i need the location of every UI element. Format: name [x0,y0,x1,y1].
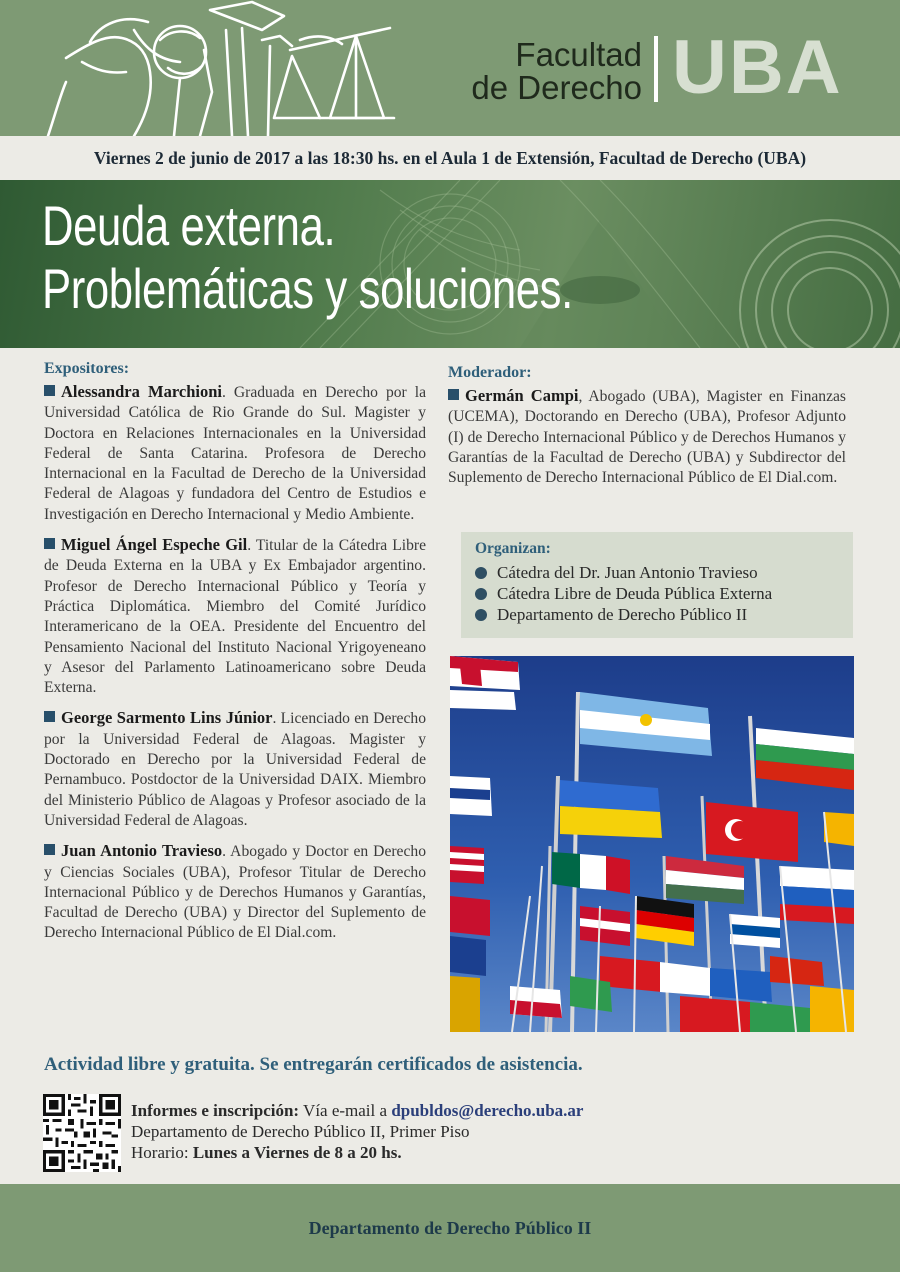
square-bullet-icon [44,711,55,722]
qr-code-icon [42,1094,122,1172]
faculty-line-2: de Derecho [471,69,642,106]
hours-value: Lunes a Viernes de 8 a 20 hs. [192,1143,402,1162]
hours-label: Horario: [131,1143,193,1162]
organizer-item [475,604,839,625]
event-date: Viernes 2 de junio de 2017 a las 18:30 hs. en el Aula 1 de Extensión, Facultad de Derecho (UBA) [0,136,900,180]
hours-line [131,1142,583,1163]
circle-bullet-icon [475,588,487,600]
speaker-entry [44,708,426,831]
footer-department: Departamento de Derecho Público II [308,1217,592,1238]
speaker-entry [44,535,426,698]
speakers-section [44,360,426,954]
square-bullet-icon [44,385,55,396]
registration-line [131,1100,583,1121]
organizer-text: Departamento de Derecho Público II [497,605,748,624]
square-bullet-icon [44,538,55,549]
organizers-box [461,532,853,638]
event-title [42,194,573,320]
lady-justice-scales-icon [30,0,400,136]
speaker-bio: . Graduada en Derecho por la Universidad Católica de Rio Grande do Sul. Magister y Doctora en Relaciones Internacionales en la Universidad Federal de Santa Catarina. Profesora de Derecho Internacional en la Facultad de Derecho de la Universidad Federal de Alagoas y fundadora del Centro de Estudios e Investigación en Derecho Internacional y Medio Ambiente. [44,384,426,523]
speaker-name: Miguel Ángel Espeche Gil [61,535,248,555]
free-activity-notice: Actividad libre y gratuita. Se entregarán certificados de asistencia. [44,1054,583,1075]
speaker-bio: . Titular de la Cátedra Libre de Deuda Externa en la UBA y Ex Embajador argentino. Profesor de Derecho Internacional Público y Teoría y Práctica Diplomática. Miembro del Comité Jurídico Interamericano de la OEA. Presidente del Encuentro del Pensamiento Nacional del Instituto Nacional Yrigoyeneano y Asesor del Parlamento Latinoamericano sobre Deuda Externa. [44,537,426,697]
moderator-entry [448,386,846,488]
organizer-text: Cátedra Libre de Deuda Pública Externa [497,584,773,603]
speakers-label: Expositores: [44,360,130,377]
contact-email-link[interactable]: dpubldos@derecho.uba.ar [391,1101,584,1120]
header-divider [654,36,658,102]
uba-logo: UBA [672,25,843,110]
circle-bullet-icon [475,567,487,579]
square-bullet-icon [44,844,55,855]
organizers-label: Organizan: [475,540,551,557]
speaker-name: George Sarmento Lins Júnior [61,708,273,728]
speaker-name: Alessandra Marchioni [61,382,222,401]
registration-label: Informes e inscripción: [131,1101,300,1120]
moderator-label: Moderador: [448,364,532,381]
moderator-section [448,364,846,498]
faculty-line-1: Facultad [515,36,642,73]
speaker-name: Juan Antonio Travieso [61,841,223,861]
registration-via: Vía e-mail a [299,1101,392,1120]
faculty-name [458,38,642,104]
speaker-bio: . Abogado y Doctor en Derecho y Ciencias Sociales (UBA), Profesor Titular de Derecho Internacional Público y de Derechos Humanos y Garantías, Facultad de Derecho (UBA) y Director del Suplemento de Derecho Internacional Público de El Dial.com. [44,843,426,942]
title-line-1: Deuda externa. [42,194,336,257]
moderator-name: Germán Campi [465,386,579,405]
department-location: Departamento de Derecho Público II, Primer Piso [131,1122,470,1141]
square-bullet-icon [448,389,459,400]
speaker-bio: . Licenciado en Derecho por la Universidad Federal de Alagoas. Magister y Doctorado en Derecho por la Universidad Federal de Pernambuco. Postdoctor de la Universidad DAIX. Miembro del Ministerio Público de Alagoas y Profesor asociado de la Universidad Federal de Alagoas. [44,710,426,829]
world-flags-photo [450,656,854,1032]
title-line-2: Problemáticas y soluciones. [42,257,573,320]
registration-info [131,1100,583,1163]
organizer-item [475,562,839,583]
footer-banner [0,1184,900,1272]
moderator-bio: , Abogado (UBA), Magister en Finanzas (UCEMA), Doctorando en Derecho (UBA), Profesor Adjunto (I) de Derecho Internacional Público y de Derechos Humanos y Garantías de la Facultad de Derecho (UBA) y Subdirector del Suplemento de Derecho Internacional Público de El Dial.com. [448,388,846,487]
speaker-entry [44,382,426,525]
organizer-item [475,583,839,604]
circle-bullet-icon [475,609,487,621]
title-banner [0,180,900,348]
header-banner [0,0,900,136]
speaker-entry [44,841,426,943]
organizer-text: Cátedra del Dr. Juan Antonio Travieso [497,563,758,582]
